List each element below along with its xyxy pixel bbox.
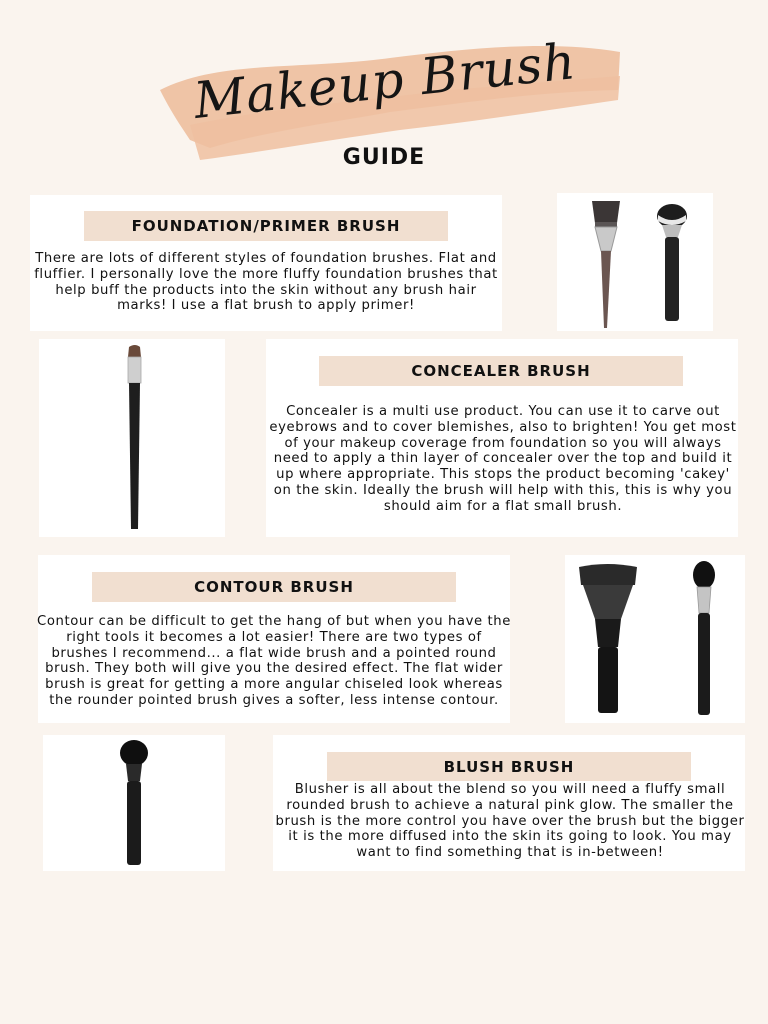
foundation-text: There are lots of different styles of foundation brushes. Flat and fluffier. I personally love the more fluffy foundation brushes that help buff the products into the skin without any brush hair marks! I use a flat brush to apply primer! [34, 251, 498, 314]
contour-heading: CONTOUR BRUSH [92, 572, 456, 602]
blush-heading: BLUSH BRUSH [327, 752, 691, 781]
concealer-heading: CONCEALER BRUSH [319, 356, 683, 386]
concealer-text: Concealer is a multi use product. You can use it to carve out eyebrows and to cover blemishes, also to brighten! You get most of your makeup coverage from foundation so you will always need to apply a thin layer of concealer over the top and build it up where appropriate. This stops the product becoming 'cakey' on the skin. Ideally the brush will help with this, this is why you should aim for a flat small brush. [269, 404, 737, 514]
contour-text: Contour can be difficult to get the hang of but when you have the right tools it becomes a lot easier! There are two types of brushes I recommend... a flat wide brush and a pointed round brush. They both will give you the desired effect. The flat wider brush is great for getting a more angular chiseled look whereas the rounder pointed brush gives a softer, less intense contour. [37, 614, 511, 708]
page-title: Makeup Brush [191, 32, 579, 130]
blush-brush-image [43, 735, 225, 871]
foundation-brushes-image [557, 193, 713, 331]
page-subtitle: GUIDE [342, 145, 426, 170]
foundation-heading: FOUNDATION/PRIMER BRUSH [84, 211, 448, 241]
concealer-brush-image [39, 339, 225, 537]
contour-brushes-image [565, 555, 745, 723]
blush-text: Blusher is all about the blend so you will need a fluffy small rounded brush to achieve a natural pink glow. The smaller the brush is the more control you have over the brush but the bigger it is the more diffused into the skin its going to look. You may want to find something that is in-between! [275, 782, 745, 861]
